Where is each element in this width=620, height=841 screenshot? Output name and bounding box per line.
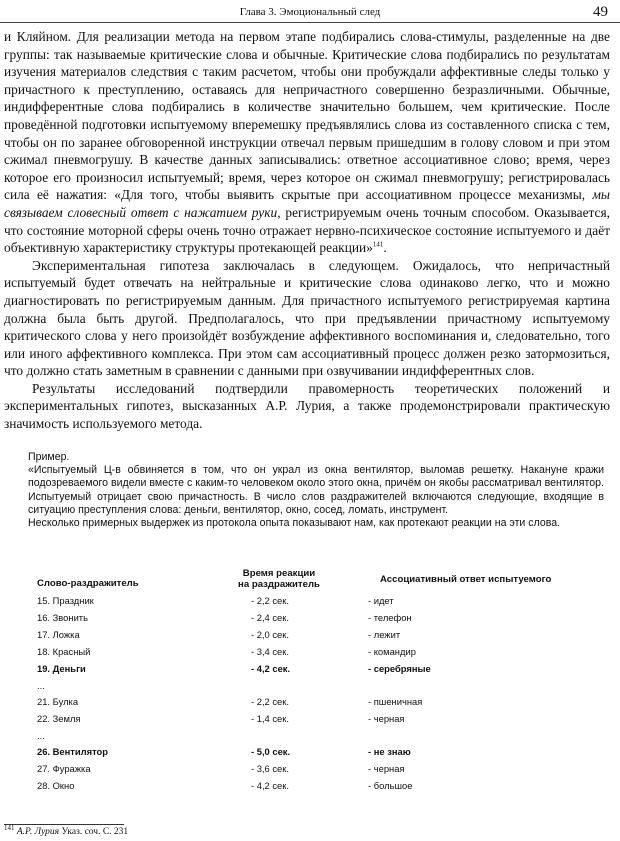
header-answer: Ассоциативный ответ испытуемого [380,574,552,585]
header-time-line2: на раздражитель [238,579,320,590]
cell-time: - 2,2 сек. [251,595,289,606]
table-row [30,629,600,643]
footnote-number: 141 [4,823,15,832]
table-row [30,663,600,677]
cell-word: 21. Булка [37,696,79,707]
footnote-ref[interactable]: 141 [372,240,384,249]
cell-word: 27. Фуражка [37,763,91,774]
paragraph-1 [4,28,610,257]
cell-word: 17. Ложка [37,629,80,640]
paragraph-3: Результаты исследований подтвердили правомерность теоретических положений и экспериментальных гипотез, высказанных А.Р. Лурия, а также продемонстрировали практическую значимость используемого метода. [4,380,610,432]
table-row [30,763,600,777]
cell-word: 16. Звонить [37,612,88,623]
cell-word: 22. Земля [37,713,81,724]
cell-answer: - черная [368,713,405,724]
page-number: 49 [593,4,608,20]
table-row [30,612,600,626]
cell-word: 26. Вентилятор [37,746,108,757]
cell-time: - 4,2 сек. [251,663,291,674]
footnote-author: А.Р. Лурия [16,827,60,837]
cell-time: - 2,4 сек. [251,612,289,623]
paragraph-2: Экспериментальная гипотеза заключалась в следующем. Ожидалось, что непричастный испытуемый будет отвечать на нейтральные и критические слова одинаково легко, что и можно диагностировать по регистрируемым данным. Для причастного испытуемого регистрируемая картина должна была быть другой. Предполагалось, что при предъявлении причастному испытуемому критического слова у него произойдёт возбуждение аффективного воспоминания и, следовательно, того или иного аффективного комплекса. При этом сам ассоциативный процесс должен резко затормозиться, что должно стать заметным в сравнении с данными при озвучивании индифферентных слов. [4,257,610,379]
header-rule [0,22,620,23]
table-header [30,568,600,590]
paragraph-1-text: и Кляйном. Для реализации метода на первом этапе подбирались слова-стимулы, разделенные на две группы: так называемые критические слова и обычные. Критические слова подбирались по результатам изучения материалов следствия с таким расчетом, чтобы они пробуждали аффективные следы только у причастного к преступлению, оставаясь для непричастного совершенно безразличными. Обычные, индифферентные слова подбирались в количестве значительно большем, чем критические. После проведённой подготовки испытуемому вперемешку предъявлялись слова из составленного списка с тем, чтобы он по заранее обговоренной инструкции отвечал первым пришедшим в голову словом и при этом сжимал пневмогрушу. В качестве данных записывались: ответное ассоциативное слово; время, через которое его произносил испытуемый; время, через которое он сжимал пневмогрушу; регистрировалась сила её нажатия: «Для того, чтобы выявить скрытые при ассоциативном процессе механизмы, [4,29,610,203]
example-block [28,451,604,530]
paragraph-1-period: . [383,240,387,256]
cell-time: - 1,4 сек. [251,713,289,724]
example-label: Пример. [28,451,70,463]
chapter-title: Глава 3. Эмоциональный след [239,6,381,18]
footnote-rule [4,824,124,825]
cell-time: - 4,2 сек. [251,780,289,791]
cell-word: 15. Праздник [37,595,94,606]
cell-answer: - командир [368,646,416,657]
cell-word: 19. Деньги [37,663,86,674]
table-row [30,595,600,609]
table-row [30,646,600,660]
cell-time: - 2,0 сек. [251,629,289,640]
cell-word: 18. Красный [37,646,91,657]
cell-word: ... [37,680,45,691]
footnote-text: Указ. соч. С. 231 [59,827,129,837]
paragraph-1-text-end: , регистрируемым очень точным способом. Оказывается, что состояние моторной сферы очень точно отражает нервно-психическое состояние испытуемого и даёт объективную характеристику структуры протекающей реакции» [4,204,610,256]
cell-answer: - лежит [368,629,401,640]
cell-answer: - не знаю [368,746,411,757]
example-text-2: Несколько примерных выдержек из протокола опыта показывают нам, как протекают реакции на эти слова. [28,517,561,530]
header-time [229,568,329,590]
table-row [30,780,600,794]
table-row [30,696,600,710]
cell-answer: - черная [368,763,405,774]
footnote [4,823,129,837]
cell-answer: - телефон [368,612,412,623]
cell-answer: - идет [368,595,394,606]
cell-time: - 3,6 сек. [251,763,289,774]
cell-answer: - пшеничная [368,696,423,707]
example-text-1: «Испытуемый Ц-в обвиняется в том, что он украл из окна вентилятор, выломав решетку. Накануне кражи подозреваемого видели вместе с каким-то человеком около этого окна, причём он якобы рассматривал вентилятор. Испытуемый отрицает свою причастность. В число слов раздражителей включаются следующие, входящие в ситуацию преступления слова: деньги, вентилятор, окно, сосед, ломать, инструмент. [28,464,604,516]
cell-time: - 2,2 сек. [251,696,289,707]
header-time-line1: Время реакции [242,568,316,579]
table-row [30,746,600,760]
cell-word: ... [37,730,45,741]
cell-time: - 3,4 сек. [251,646,289,657]
table-row [30,730,600,744]
paragraph-1-italic: мы связываем словесный ответ с нажатием руки [4,187,610,220]
cell-word: 28. Окно [37,780,75,791]
cell-time: - 5,0 сек. [251,746,291,757]
cell-answer: - серебряные [368,663,431,674]
table-row [30,680,600,694]
body-text [4,28,610,433]
table-row [30,713,600,727]
cell-answer: - большое [368,780,413,791]
header-word: Слово-раздражитель [37,578,139,589]
